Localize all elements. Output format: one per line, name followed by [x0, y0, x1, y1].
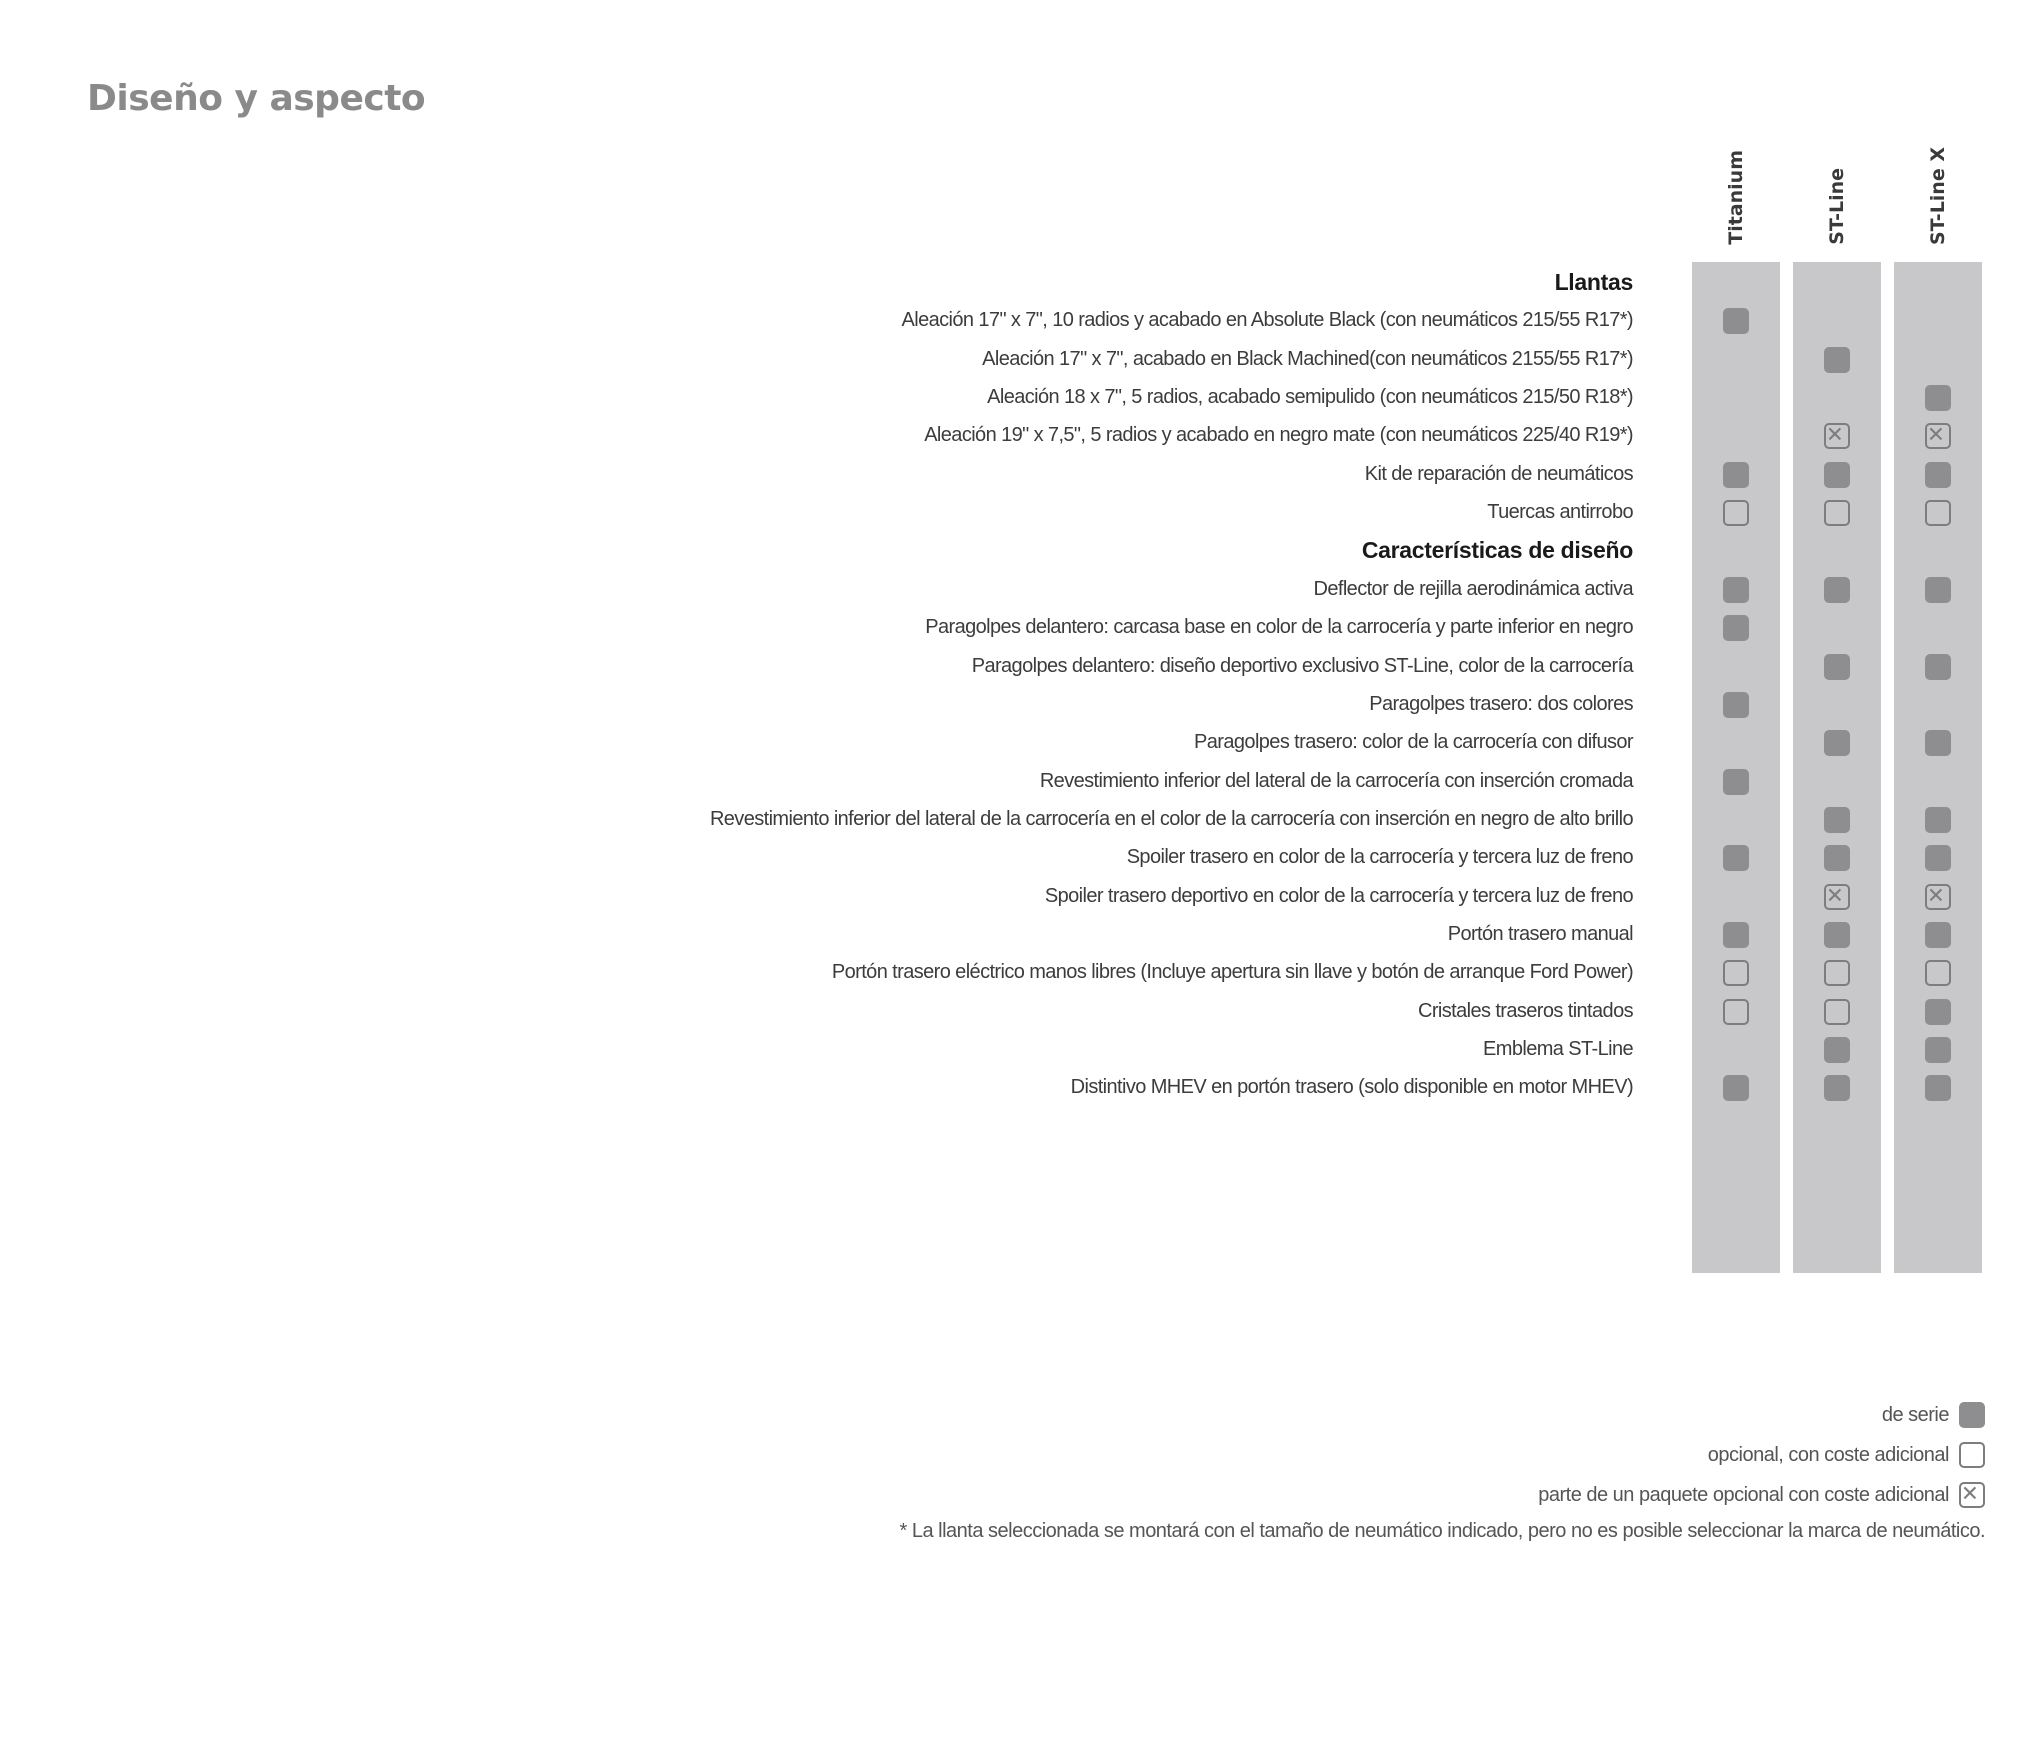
feature-label: Aleación 17" x 7", acabado en Black Machined(con neumáticos 2155/55 R17*) — [982, 347, 1633, 370]
legend-label: parte de un paquete opcional con coste adicional — [1538, 1483, 1949, 1506]
standard-icon — [1824, 654, 1850, 680]
table-row — [0, 493, 2000, 531]
page-title: Diseño y aspecto — [87, 78, 426, 119]
optional-icon — [1925, 960, 1951, 986]
table-row — [0, 762, 2000, 800]
section-header-row — [0, 263, 2000, 301]
feature-label: Aleación 19" x 7,5", 5 radios y acabado en negro mate (con neumáticos 225/40 R19*) — [924, 424, 1633, 447]
package-icon — [1959, 1482, 1985, 1508]
standard-icon — [1925, 577, 1951, 603]
standard-icon — [1824, 1075, 1850, 1101]
table-row — [0, 800, 2000, 838]
legend-label: opcional, con coste adicional — [1707, 1443, 1949, 1466]
standard-icon — [1925, 999, 1951, 1025]
optional-icon — [1723, 500, 1749, 526]
standard-icon — [1925, 922, 1951, 948]
standard-icon — [1723, 577, 1749, 603]
column-header-label: Titanium — [1725, 150, 1747, 245]
feature-label: Revestimiento inferior del lateral de la carrocería en el color de la carrocería con inserción en negro de alto brillo — [709, 807, 1633, 830]
table-row — [0, 915, 2000, 953]
table-row — [0, 416, 2000, 454]
table-row — [0, 378, 2000, 416]
standard-icon — [1925, 845, 1951, 871]
column-header — [1793, 75, 1881, 245]
feature-label: Paragolpes delantero: carcasa base en color de la carrocería y parte inferior en negro — [925, 616, 1633, 639]
feature-label: Deflector de rejilla aerodinámica activa — [1313, 577, 1633, 600]
standard-icon — [1723, 308, 1749, 334]
standard-icon — [1723, 1075, 1749, 1101]
standard-icon — [1824, 1037, 1850, 1063]
table-row — [0, 953, 2000, 991]
column-header — [1692, 75, 1780, 245]
table-row — [0, 838, 2000, 876]
feature-label: Tuercas antirrobo — [1487, 501, 1633, 524]
column-header — [1894, 75, 1982, 245]
table-row — [0, 1030, 2000, 1068]
standard-icon — [1723, 615, 1749, 641]
optional-icon — [1824, 960, 1850, 986]
section-title: Llantas — [1554, 269, 1633, 295]
footnote: * La llanta seleccionada se montará con el tamaño de neumático indicado, pero no es posible seleccionar la marca de neumático. — [899, 1520, 1985, 1542]
package-icon — [1925, 884, 1951, 910]
standard-icon — [1824, 845, 1850, 871]
column-header-label: ST-Line — [1826, 168, 1848, 245]
feature-label: Aleación 18 x 7", 5 radios, acabado semipulido (con neumáticos 215/50 R18*) — [987, 386, 1633, 409]
optional-icon — [1723, 999, 1749, 1025]
standard-icon — [1723, 462, 1749, 488]
table-row — [0, 1068, 2000, 1106]
table-row — [0, 608, 2000, 646]
table-row — [0, 647, 2000, 685]
standard-icon — [1824, 807, 1850, 833]
standard-icon — [1925, 654, 1951, 680]
feature-label: Spoiler trasero deportivo en color de la carrocería y tercera luz de freno — [1044, 884, 1633, 907]
standard-icon — [1824, 347, 1850, 373]
feature-label: Emblema ST-Line — [1483, 1038, 1633, 1060]
standard-icon — [1824, 922, 1850, 948]
standard-icon — [1723, 692, 1749, 718]
standard-icon — [1925, 730, 1951, 756]
feature-label: Paragolpes trasero: color de la carrocería con difusor — [1194, 731, 1633, 754]
section-header-row — [0, 531, 2000, 569]
feature-label: Cristales traseros tintados — [1417, 999, 1633, 1022]
legend-item — [1538, 1475, 1985, 1515]
standard-icon — [1925, 807, 1951, 833]
optional-icon — [1959, 1442, 1985, 1468]
optional-icon — [1723, 960, 1749, 986]
optional-icon — [1824, 500, 1850, 526]
legend-item — [1882, 1395, 1985, 1435]
package-icon — [1824, 884, 1850, 910]
standard-icon — [1824, 577, 1850, 603]
section-title: Características de diseño — [1361, 537, 1633, 564]
optional-icon — [1824, 999, 1850, 1025]
standard-icon — [1925, 462, 1951, 488]
feature-label: Kit de reparación de neumáticos — [1364, 462, 1633, 485]
feature-label: Portón trasero manual — [1447, 922, 1633, 945]
standard-icon — [1925, 1075, 1951, 1101]
table-row — [0, 455, 2000, 493]
feature-label: Spoiler trasero en color de la carrocería y tercera luz de freno — [1126, 846, 1633, 869]
feature-label: Portón trasero eléctrico manos libres (Incluye apertura sin llave y botón de arranque Ford Power) — [831, 961, 1633, 984]
standard-icon — [1959, 1402, 1985, 1428]
table-row — [0, 301, 2000, 339]
table-row — [0, 340, 2000, 378]
standard-icon — [1824, 462, 1850, 488]
table-row — [0, 723, 2000, 761]
table-row — [0, 992, 2000, 1030]
legend-item — [1708, 1435, 1985, 1475]
standard-icon — [1925, 1037, 1951, 1063]
standard-icon — [1925, 385, 1951, 411]
package-icon — [1824, 423, 1850, 449]
feature-label: Paragolpes trasero: dos colores — [1369, 692, 1633, 715]
optional-icon — [1925, 500, 1951, 526]
standard-icon — [1723, 845, 1749, 871]
standard-icon — [1723, 769, 1749, 795]
feature-label: Revestimiento inferior del lateral de la carrocería con inserción cromada — [1039, 769, 1633, 792]
column-header-label: ST-Line X — [1927, 146, 1949, 245]
table-row — [0, 570, 2000, 608]
table-row — [0, 877, 2000, 915]
legend-label: de serie — [1881, 1403, 1949, 1426]
feature-label: Aleación 17" x 7", 10 radios y acabado en Absolute Black (con neumáticos 215/55 R17*) — [901, 309, 1633, 332]
standard-icon — [1824, 730, 1850, 756]
table-row — [0, 685, 2000, 723]
feature-label: Paragolpes delantero: diseño deportivo exclusivo ST-Line, color de la carrocería — [971, 654, 1633, 677]
feature-label: Distintivo MHEV en portón trasero (solo disponible en motor MHEV) — [1070, 1076, 1633, 1099]
standard-icon — [1723, 922, 1749, 948]
package-icon — [1925, 423, 1951, 449]
